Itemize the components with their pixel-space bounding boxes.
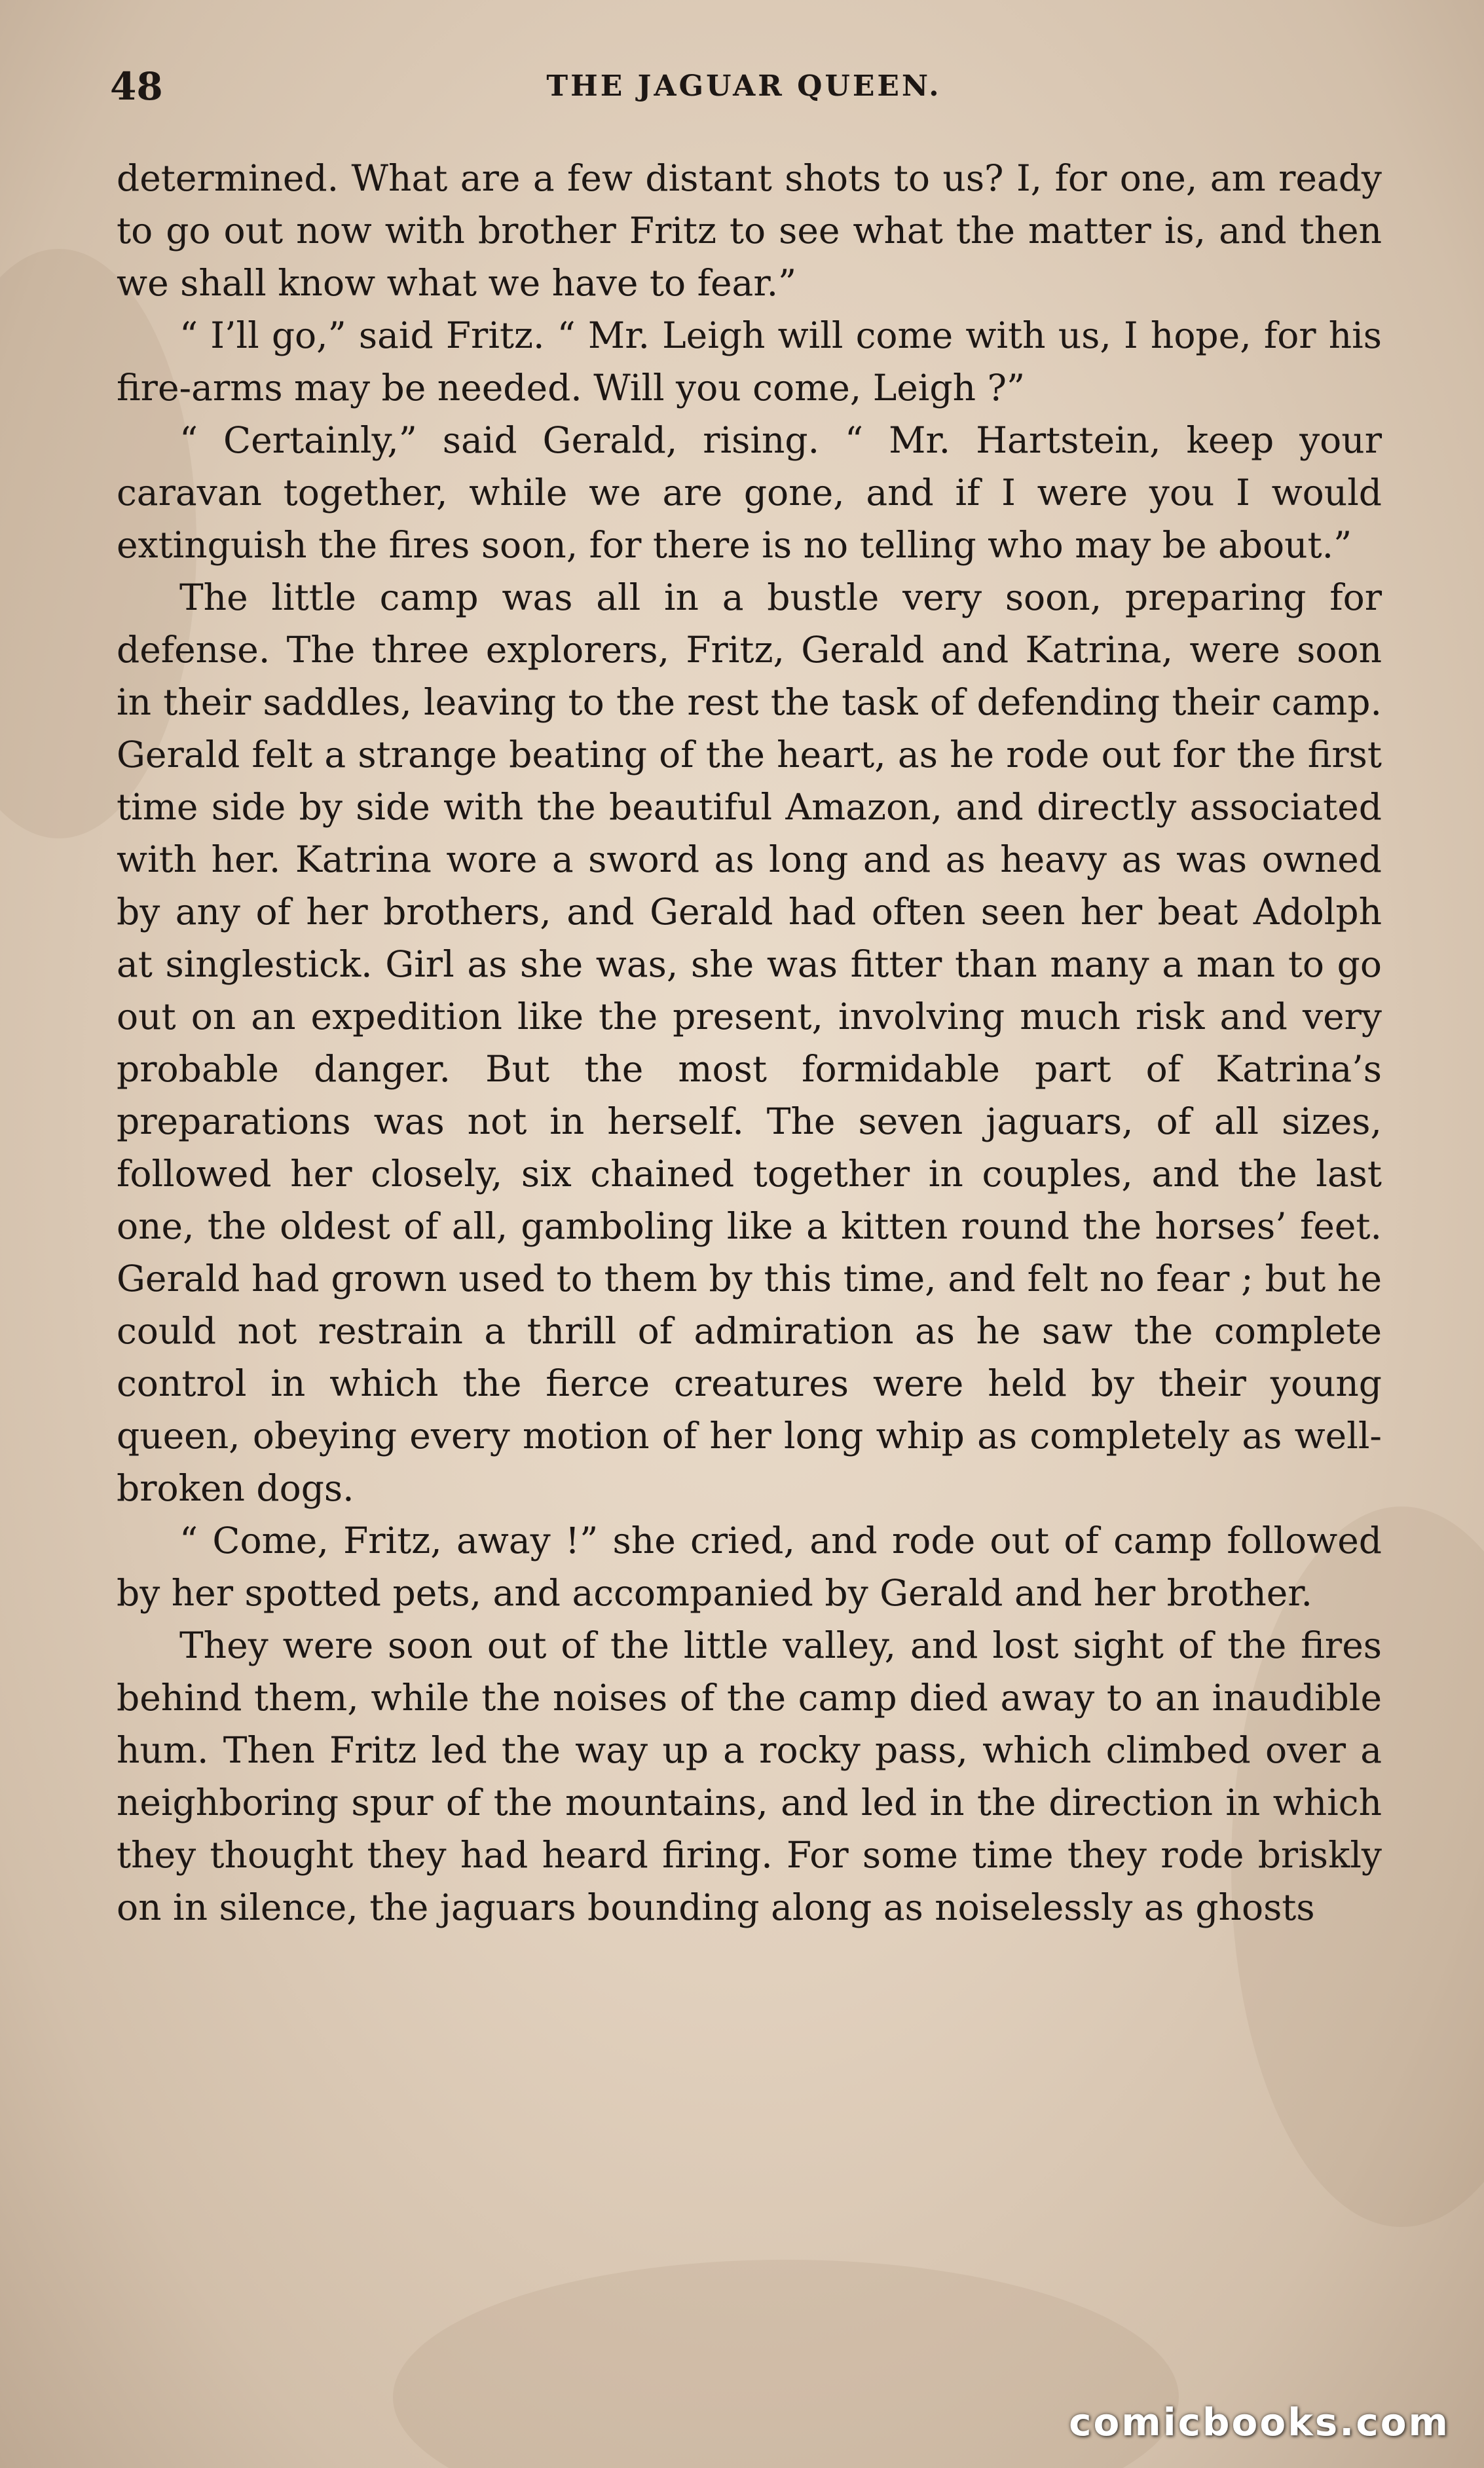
- paragraph: “ I’ll go,” said Fritz. “ Mr. Leigh will come with us, I hope, for his fire-arms may be needed. Will you come, Leigh ?”: [117, 314, 1382, 409]
- paper-stain: [393, 2260, 1179, 2468]
- paragraph: The little camp was all in a bustle very soon, preparing for defense. The three explorers, Fritz, Gerald and Katrina, were soon in their saddles, leaving to the rest the task of defending their camp. Gerald felt a strange beating of the heart, as he rode out for the first time side by side with the beautiful Amazon, and directly associated with her. Katrina wore a sword as long and as heavy as was owned by any of her brothers, and Gerald had often seen her beat Adolph at singlestick. Girl as she was, she was fitter than many a man to go out on an expedition like the present, involving much risk and very probable danger. But the most formidable part of Katrina’s preparations was not in herself. The seven jaguars, of all sizes, followed her closely, six chained together in couples, and the last one, the oldest of all, gamboling like a kitten round the horses’ feet. Gerald had grown used to them by this time, and felt no fear ; but he could not restrain a thrill of admiration as he saw the complete control in which the fierce creatures were held by their young queen, obeying every motion of her long whip as completely as well-broken dogs.: [117, 576, 1382, 1509]
- page-number: 48: [110, 64, 163, 109]
- running-title: THE JAGUAR QUEEN.: [546, 69, 942, 103]
- paragraph: determined. What are a few distant shots to us? I, for one, am ready to go out now with brother Fritz to see what the matter is, and then we shall know what we have to fear.”: [117, 157, 1382, 304]
- page-header: [110, 60, 1378, 113]
- paragraph: “ Certainly,” said Gerald, rising. “ Mr. Hartstein, keep your caravan together, while we are gone, and if I were you I would extinguish the fires soon, for there is no telling who may be about.”: [117, 419, 1382, 566]
- body-text: [117, 152, 1382, 1934]
- paragraph: “ Come, Fritz, away !” she cried, and rode out of camp followed by her spotted pets, and accompanied by Gerald and her brother.: [117, 1520, 1382, 1614]
- paragraph: They were soon out of the little valley, and lost sight of the fires behind them, while the noises of the camp died away to an inaudible hum. Then Fritz led the way up a rocky pass, which climbed over a neighboring spur of the mountains, and led in the direction in which they thought they had heard firing. For some time they rode briskly on in silence, the jaguars bounding along as noiselessly as ghosts: [117, 1624, 1382, 1928]
- watermark: comicbooks.com: [1069, 2400, 1450, 2444]
